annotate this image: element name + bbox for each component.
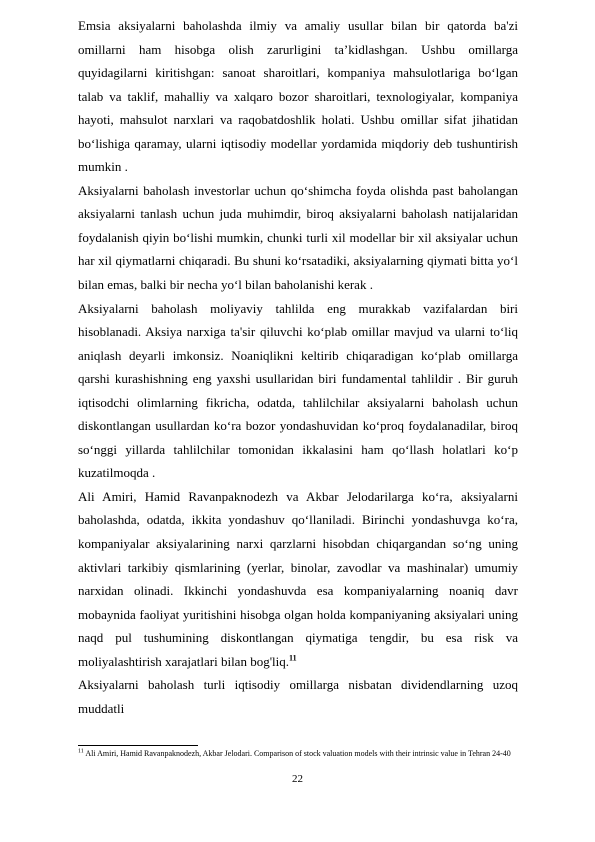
paragraph-4-text: Ali Amiri, Hamid Ravanpaknodezh va Akbar Jelodarilarga koʻra, aksiyalarni baholashda, odatda, ikkita yondashuv qoʻllaniladi. Birinchi yondashuvga koʻra, kompaniyalar aksiyalarining narxi qarzlarni hisobdan chiqargandan soʻng uning aktivlari tarkibiy qismlarining (yerlar, binolar, zavodlar va mashinalar) umumiy narxidan olinadi. Ikkinchi yondashuvda esa kompaniyalarning noaniq davr mobaynida faoliyat yuritishini hisobga olgan holda kompaniyaning aksiyalari uning naqd pul tushumining diskontlangan qiymatiga tengdir, bu esa risk va moliyalashtirish xarajatlari bilan bog'liq. bbox=[78, 488, 518, 669]
paragraph-4 bbox=[78, 485, 518, 673]
page-number: 22 bbox=[292, 773, 303, 785]
paragraph-2: Aksiyalarni baholash investorlar uchun qoʻshimcha foyda olishda past baholangan aksiyalarni tanlash uchun juda muhimdir, biroq aksiyalarni baholash natijalaridan foydalanish qiyin boʻlishi mumkin, chunki turli xil modellar bir xil aksiyalar uchun har xil qiymatlarni chiqaradi. Bu shuni koʻrsatadiki, aksiyalarning qiymati bitta yoʻl bilan emas, balki bir necha yoʻl bilan baholanishi kerak . bbox=[78, 182, 518, 293]
paragraph-3: Aksiyalarni baholash moliyaviy tahlilda eng murakkab vazifalardan biri hisoblanadi. Aksiya narxiga ta'sir qiluvchi koʻplab omillar mavjud va ularni toʻliq aniqlash deyarli imkonsiz. Noaniqlikni keltirib chiqaradigan koʻplab omillarga qarshi kurashishning eng yaxshi usullaridan biri fundamental tahlildir . Bir guruh iqtisodchi olimlarning fikricha, odatda, tahlilchilar aksiyalarni baholash uchun diskontlangan usullardan koʻra bozor yondashuvidan koʻproq foydalanadilar, biroq soʻnggi yillarda tahlilchilar tomonidan ikkalasini ham qoʻllash holatlari koʻp kuzatilmoqda . bbox=[78, 300, 518, 481]
footnote-reference[interactable]: 11 bbox=[289, 653, 297, 663]
footnote-divider bbox=[78, 745, 198, 746]
body-text bbox=[78, 14, 518, 720]
paragraph-5: Aksiyalarni baholash turli iqtisodiy omillarga nisbatan dividendlarning uzoq muddatli bbox=[78, 677, 518, 716]
footnote-number: 11 bbox=[78, 748, 84, 755]
footnote bbox=[78, 748, 522, 759]
footnote-text: Ali Amiri, Hamid Ravanpaknodezh, Akbar Jelodari. Comparison of stock valuation models with their intrinsic value in Tehran 24-40 bbox=[85, 749, 511, 758]
paragraph-1: Emsia aksiyalarni baholashda ilmiy va amaliy usullar bilan bir qatorda ba'zi omillarni ham hisobga olish zarurligini ta’kidlashgan. Ushbu omillarga quyidagilarni kiritishgan: sanoat sharoitlari, kompaniya mahsulotlariga boʻlgan talab va taklif, mahalliy va xalqaro bozor sharoitlari, texnologiyalar, kompaniya hayoti, mahsulot narxlari va raqobatdoshlik holati. Ushbu omillar sifat jihatidan boʻlishiga qaramay, ularni iqtisodiy modellar yordamida miqdoriy deb tushuntirish mumkin . bbox=[78, 18, 518, 175]
